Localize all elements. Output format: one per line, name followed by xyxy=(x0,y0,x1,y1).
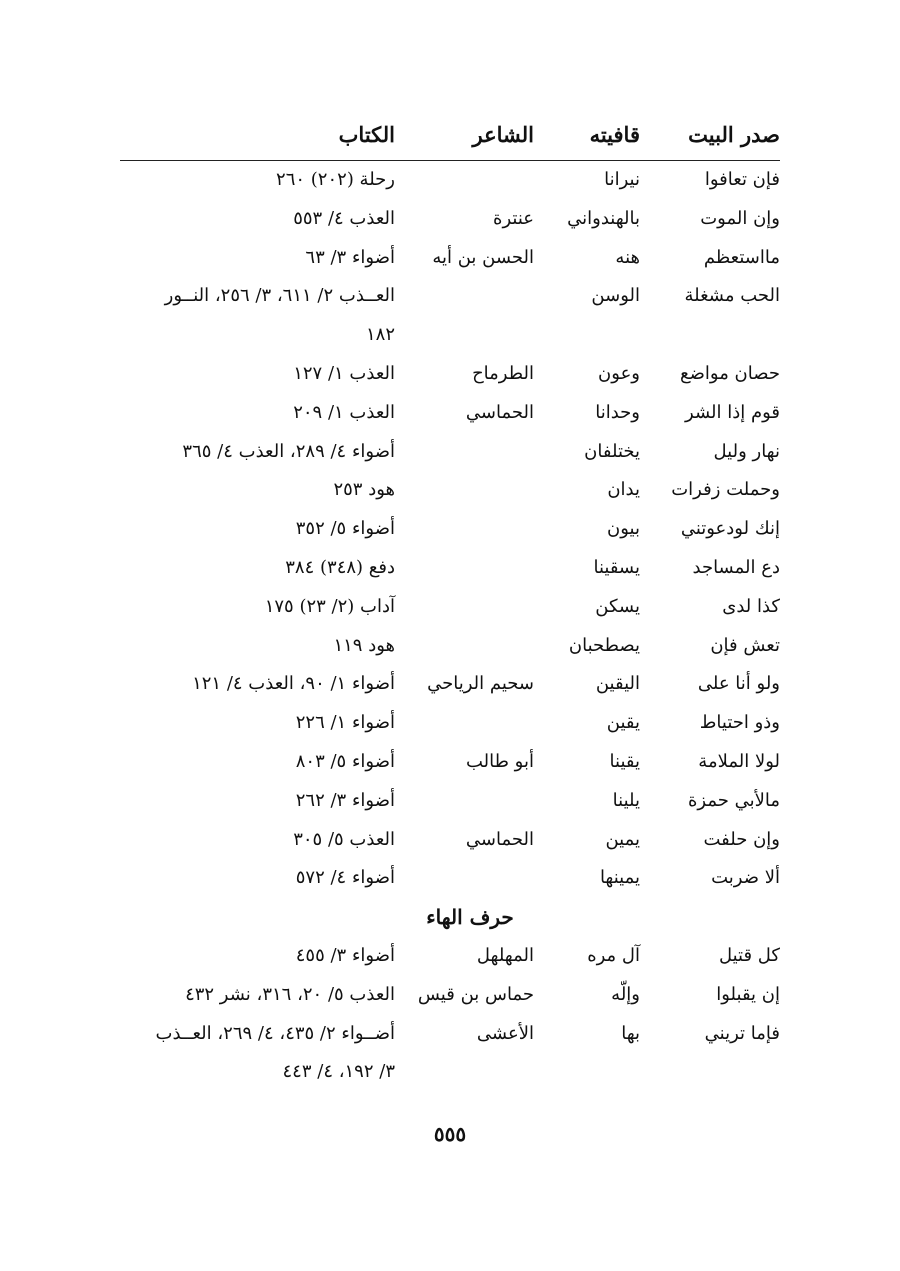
cell-kitab: العذب ٥/ ٢٠، ٣١٦، نشر ٤٣٢ xyxy=(185,983,395,1005)
cell-qafia: وعون xyxy=(598,362,640,384)
cell-sadr: وذو احتياط xyxy=(699,712,780,734)
cell-sadr: الحب مشغلة xyxy=(684,285,780,307)
cell-sadr: كل قتيل xyxy=(718,944,780,966)
cell-shaer: الحماسي xyxy=(465,828,534,850)
table-row xyxy=(120,433,780,472)
cell-shaer: الأعشى xyxy=(476,1022,534,1044)
cell-shaer: الحسن بن أيه xyxy=(432,246,534,268)
table-row xyxy=(120,743,780,782)
cell-shaer: المهلهل xyxy=(476,944,534,966)
cell-sadr: فإما تريني xyxy=(704,1022,780,1044)
cell-qafia: يقينا xyxy=(609,750,640,772)
cell-shaer: الطرماح xyxy=(472,362,534,384)
table-row xyxy=(120,471,780,510)
cell-qafia: وإلّه xyxy=(611,983,640,1005)
table-row xyxy=(120,665,780,704)
cell-sadr: قوم إذا الشر xyxy=(685,401,780,423)
cell-sadr: مااستعظم xyxy=(703,246,780,268)
cell-sadr: وإن الموت xyxy=(700,207,780,229)
cell-sadr: نهار وليل xyxy=(713,440,780,462)
table-row xyxy=(120,239,780,278)
table-row xyxy=(120,782,780,821)
cell-sadr: حصان مواضع xyxy=(680,362,780,384)
cell-qafia: يمين xyxy=(605,828,640,850)
table-row xyxy=(120,355,780,394)
header-shaer: الشاعر xyxy=(472,122,534,147)
header-kitab: الكتاب xyxy=(338,122,395,147)
page-number: ٥٥٥ xyxy=(433,1122,467,1146)
cell-qafia: اليقين xyxy=(595,673,640,695)
cell-sadr: فإن تعافوا xyxy=(704,169,780,190)
cell-kitab: العذب ١/ ٢٠٩ xyxy=(293,401,395,423)
cell-qafia: يسكن xyxy=(595,595,640,617)
cell-sadr: إن يقبلوا xyxy=(716,983,780,1005)
cell-kitab: أضواء ٤/ ٢٨٩، العذب ٤/ ٣٦٥ xyxy=(182,440,395,462)
cell-kitab: دفع (٣٤٨) ٣٨٤ xyxy=(285,556,395,578)
cell-kitab: أضواء ٥/ ٨٠٣ xyxy=(295,750,395,772)
cell-shaer: أبو طالب xyxy=(465,750,534,772)
cell-kitab: آداب (٢/ ٢٣) ١٧٥ xyxy=(264,595,395,617)
table-row xyxy=(120,1053,780,1092)
cell-sadr: وإن حلفت xyxy=(703,828,780,850)
table-row xyxy=(120,161,780,200)
cell-kitab: ٣/ ١٩٢، ٤/ ٤٤٣ xyxy=(282,1061,395,1083)
cell-qafia: الوسن xyxy=(591,285,640,307)
index-table xyxy=(120,110,780,1092)
cell-kitab: العذب ١/ ١٢٧ xyxy=(293,362,395,384)
cell-sadr: دع المساجد xyxy=(692,556,780,578)
section-title: حرف الهاء xyxy=(426,905,514,930)
table-row xyxy=(120,627,780,666)
cell-sadr: وحملت زفرات xyxy=(671,479,780,501)
cell-kitab: العذب ٥/ ٣٠٥ xyxy=(293,828,395,850)
table-row xyxy=(120,510,780,549)
cell-qafia: يسقينا xyxy=(593,556,640,578)
table-row xyxy=(120,549,780,588)
table-row xyxy=(120,859,780,898)
table-body xyxy=(120,161,780,898)
cell-sadr: تعش فإن xyxy=(710,634,780,656)
cell-shaer: عنترة xyxy=(493,207,534,229)
header-qafia: قافيته xyxy=(589,122,640,147)
table-row xyxy=(120,200,780,239)
table-row xyxy=(120,316,780,355)
cell-qafia: آل مره xyxy=(587,944,640,966)
cell-qafia: بها xyxy=(621,1022,640,1044)
cell-qafia: نيرانا xyxy=(604,169,640,190)
cell-qafia: بالهندواني xyxy=(567,207,640,229)
header-sadr: صدر البيت xyxy=(688,122,780,147)
table-row xyxy=(120,704,780,743)
cell-sadr: كذا لدى xyxy=(722,595,780,617)
cell-qafia: يصطحبان xyxy=(568,634,640,656)
table-row xyxy=(120,1015,780,1054)
cell-kitab: العذب ٤/ ٥٥٣ xyxy=(293,207,395,229)
cell-kitab: ١٨٢ xyxy=(365,324,395,346)
cell-qafia: يدان xyxy=(607,479,640,501)
cell-kitab: رحلة (٢٠٢) ٢٦٠ xyxy=(276,169,395,190)
cell-kitab: هود ٢٥٣ xyxy=(333,479,395,501)
table-row xyxy=(120,588,780,627)
cell-kitab: العــذب ٢/ ٦١١، ٣/ ٢٥٦، النــور xyxy=(164,285,395,307)
cell-qafia: يمينها xyxy=(599,867,640,889)
cell-sadr: إنك لودعوتني xyxy=(680,518,780,540)
cell-kitab: أضواء ٣/ ٤٥٥ xyxy=(295,944,395,966)
table-row xyxy=(120,976,780,1015)
cell-kitab: أضواء ١/ ٩٠، العذب ٤/ ١٢١ xyxy=(192,673,395,695)
table-row xyxy=(120,937,780,976)
cell-shaer: حماس بن قيس xyxy=(417,983,534,1005)
cell-kitab: هود ١١٩ xyxy=(333,634,395,656)
cell-sadr: ولو أنا على xyxy=(697,673,780,695)
table-header xyxy=(120,110,780,161)
cell-qafia: بيون xyxy=(607,518,640,540)
cell-qafia: يختلفان xyxy=(584,440,640,462)
cell-kitab: أضواء ٣/ ٦٣ xyxy=(305,246,395,268)
cell-kitab: أضواء ١/ ٢٢٦ xyxy=(295,712,395,734)
cell-sadr: ألا ضربت xyxy=(711,867,780,889)
cell-shaer: سحيم الرياحي xyxy=(427,673,534,695)
table-body-section-2 xyxy=(120,937,780,1092)
table-row xyxy=(120,821,780,860)
cell-sadr: مالأبي حمزة xyxy=(687,789,780,811)
table-row xyxy=(120,277,780,316)
cell-qafia: يلينا xyxy=(612,789,640,811)
cell-kitab: أضواء ٥/ ٣٥٢ xyxy=(295,518,395,540)
cell-kitab: أضواء ٤/ ٥٧٢ xyxy=(295,867,395,889)
table-row xyxy=(120,394,780,433)
cell-kitab: أضواء ٣/ ٢٦٢ xyxy=(295,789,395,811)
cell-qafia: يقين xyxy=(606,712,640,734)
cell-sadr: لولا الملامة xyxy=(698,750,780,772)
cell-qafia: هنه xyxy=(615,246,640,268)
cell-shaer: الحماسي xyxy=(465,401,534,423)
cell-qafia: وحدانا xyxy=(595,401,640,423)
cell-kitab: أضــواء ٢/ ٤٣٥، ٤/ ٢٦٩، العــذب xyxy=(155,1022,395,1044)
